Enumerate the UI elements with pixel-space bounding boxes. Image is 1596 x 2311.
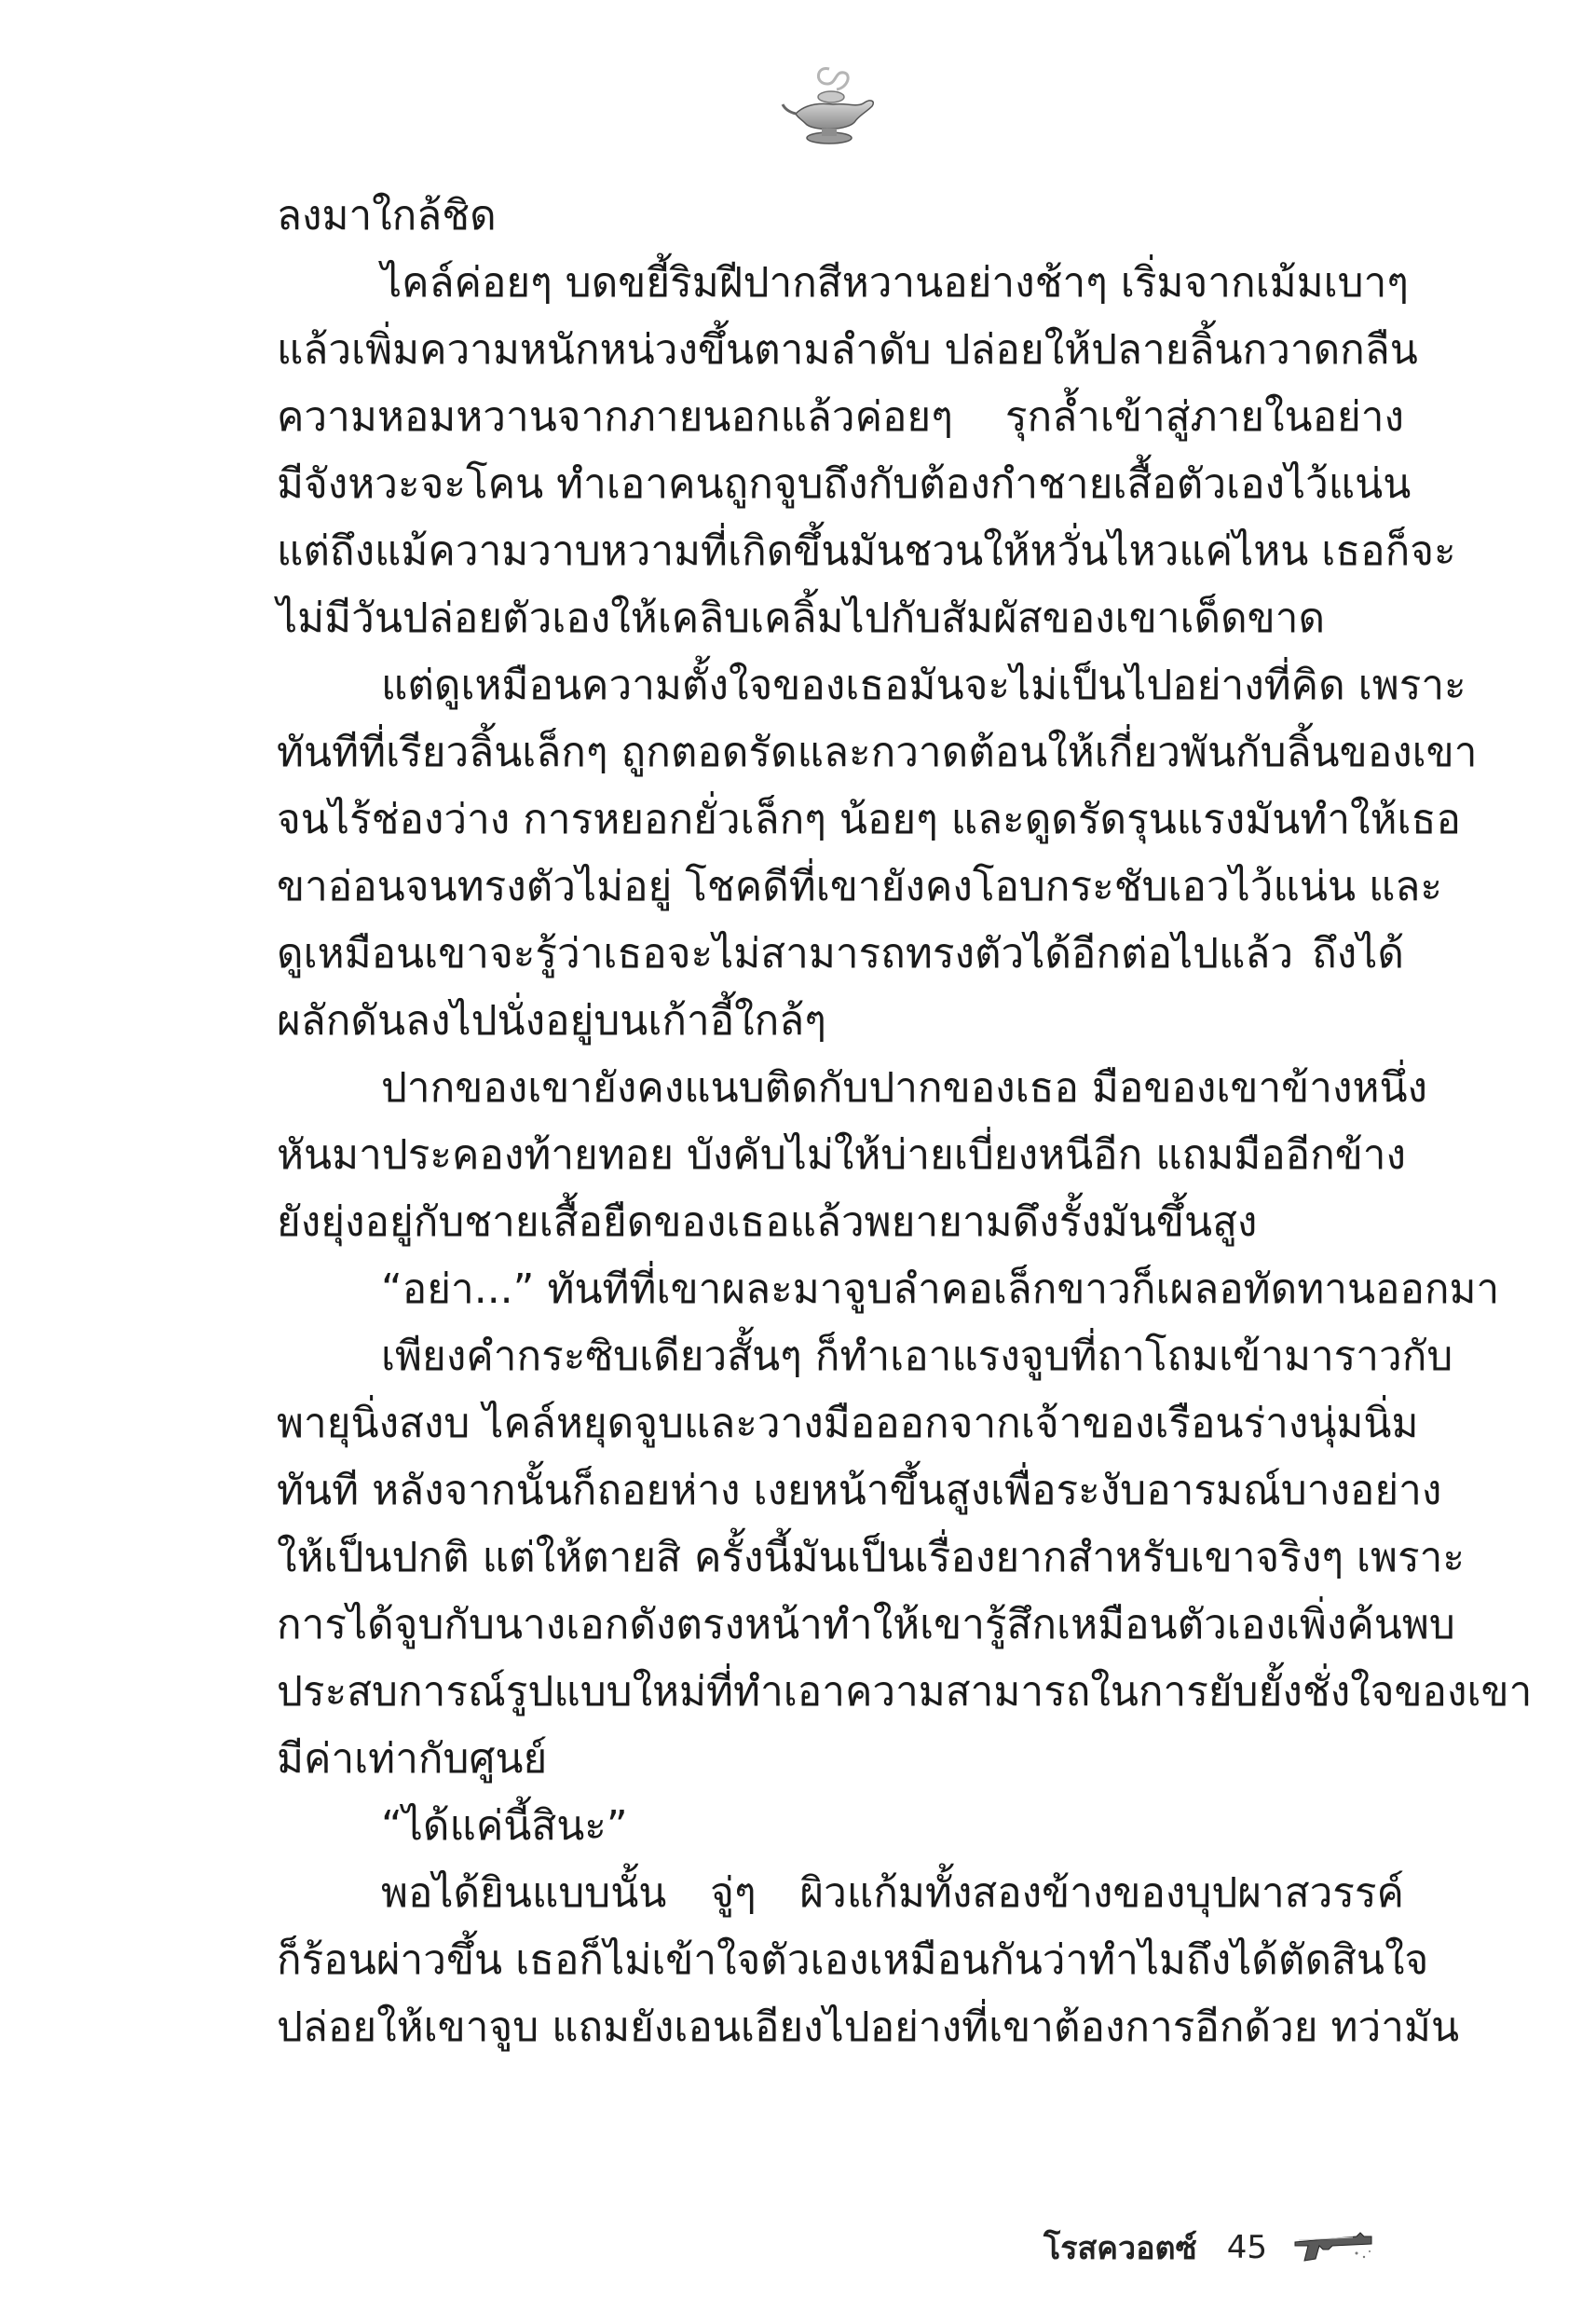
text-line: จนไร้ช่องว่าง การหยอกยั่วเล็กๆ น้อยๆ และดูดรัดรุนแรงมันทำให้เธอ (277, 796, 1461, 843)
text-line: มีค่าเท่ากับศูนย์ (277, 1735, 548, 1783)
body-text (277, 183, 1533, 2061)
text-line: พายุนิ่งสงบ ไคล์หยุดจูบและวางมือออกจากเจ้าของเรือนร่างนุ่มนิ่ม (277, 1400, 1419, 1447)
text-line: แต่ดูเหมือนความตั้งใจของเธอมันจะไม่เป็นไปอย่างที่คิด เพราะ (381, 662, 1466, 709)
text-line: ดูเหมือนเขาจะรู้ว่าเธอจะไม่สามารถทรงตัวได้อีกต่อไปแล้ว ถึงได้ (277, 930, 1404, 978)
text-line: ทันที หลังจากนั้นก็ถอยห่าง เงยหน้าขึ้นสูงเพื่อระงับอารมณ์บางอย่าง (277, 1467, 1442, 1514)
text-line: ไม่มีวันปล่อยตัวเองให้เคลิบเคลิ้มไปกับสัมผัสของเขาเด็ดขาด (277, 595, 1326, 642)
text-line: พอได้ยินแบบนั้น จู่ๆ ผิวแก้มทั้งสองข้างของบุปผาสวรรค์ (381, 1869, 1404, 1917)
text-line: ประสบการณ์รูปแบบใหม่ที่ทำเอาความสามารถในการยับยั้งชั่งใจของเขา (277, 1668, 1533, 1716)
page-number: 45 (1226, 2229, 1267, 2266)
text-line: ลงมาใกล้ชิด (277, 192, 497, 239)
text-line: “อย่า...” ทันทีที่เขาผละมาจูบลำคอเล็กขาวก็เผลอทัดทานออกมา (381, 1265, 1500, 1313)
text-line: เพียงคำกระซิบเดียวสั้นๆ ก็ทำเอาแรงจูบที่ถาโถมเข้ามาราวกับ (381, 1333, 1453, 1380)
running-footer-title: โรสควอตซ์ (1044, 2230, 1197, 2267)
text-line: ให้เป็นปกติ แต่ให้ตายสิ ครั้งนี้มันเป็นเรื่องยากสำหรับเขาจริงๆ เพราะ (277, 1534, 1465, 1581)
text-line: แต่ถึงแม้ความวาบหวามที่เกิดขึ้นมันชวนให้หวั่นไหวแค่ไหน เธอก็จะ (277, 527, 1456, 575)
text-line: การได้จูบกับนางเอกดังตรงหน้าทำให้เขารู้สึกเหมือนตัวเองเพิ่งค้นพบ (277, 1601, 1455, 1648)
page-footer (1044, 2220, 1375, 2276)
text-line: ปล่อยให้เขาจูบ แถมยังเอนเอียงไปอย่างที่เขาต้องการอีกด้วย ทว่ามัน (277, 2003, 1460, 2051)
text-line: ไคล์ค่อยๆ บดขยี้ริมฝีปากสีหวานอย่างช้าๆ เริ่มจากเม้มเบาๆ (381, 259, 1409, 307)
genie-lamp-icon (779, 56, 881, 158)
text-line: ผลักดันลงไปนั่งอยู่บนเก้าอี้ใกล้ๆ (277, 997, 826, 1045)
text-line: ความหอมหวานจากภายนอกแล้วค่อยๆ รุกล้ำเข้าสู่ภายในอย่าง (277, 393, 1404, 441)
text-line: ขาอ่อนจนทรงตัวไม่อยู่ โชคดีที่เขายังคงโอบกระชับเอวไว้แน่น และ (277, 863, 1442, 910)
pistol-icon (1291, 2229, 1375, 2266)
text-line: ยังยุ่งอยู่กับชายเสื้อยืดของเธอแล้วพยายามดึงรั้งมันขึ้นสูง (277, 1198, 1258, 1246)
text-line: ก็ร้อนผ่าวขึ้น เธอก็ไม่เข้าใจตัวเองเหมือนกันว่าทำไมถึงได้ตัดสินใจ (277, 1936, 1429, 1984)
text-line: ปากของเขายังคงแนบติดกับปากของเธอ มือของเขาข้างหนึ่ง (381, 1064, 1428, 1112)
text-line: หันมาประคองท้ายทอย บังคับไม่ให้บ่ายเบี่ยงหนีอีก แถมมืออีกข้าง (277, 1131, 1406, 1179)
text-line: แล้วเพิ่มความหนักหน่วงขึ้นตามลำดับ ปล่อยให้ปลายลิ้นกวาดกลืน (277, 326, 1418, 374)
text-line: มีจังหวะจะโคน ทำเอาคนถูกจูบถึงกับต้องกำชายเสื้อตัวเองไว้แน่น (277, 460, 1412, 508)
text-line: “ได้แค่นี้สินะ” (381, 1802, 628, 1850)
text-line: ทันทีที่เรียวลิ้นเล็กๆ ถูกตอดรัดและกวาดต้อนให้เกี่ยวพันกับลิ้นของเขา (277, 729, 1478, 776)
